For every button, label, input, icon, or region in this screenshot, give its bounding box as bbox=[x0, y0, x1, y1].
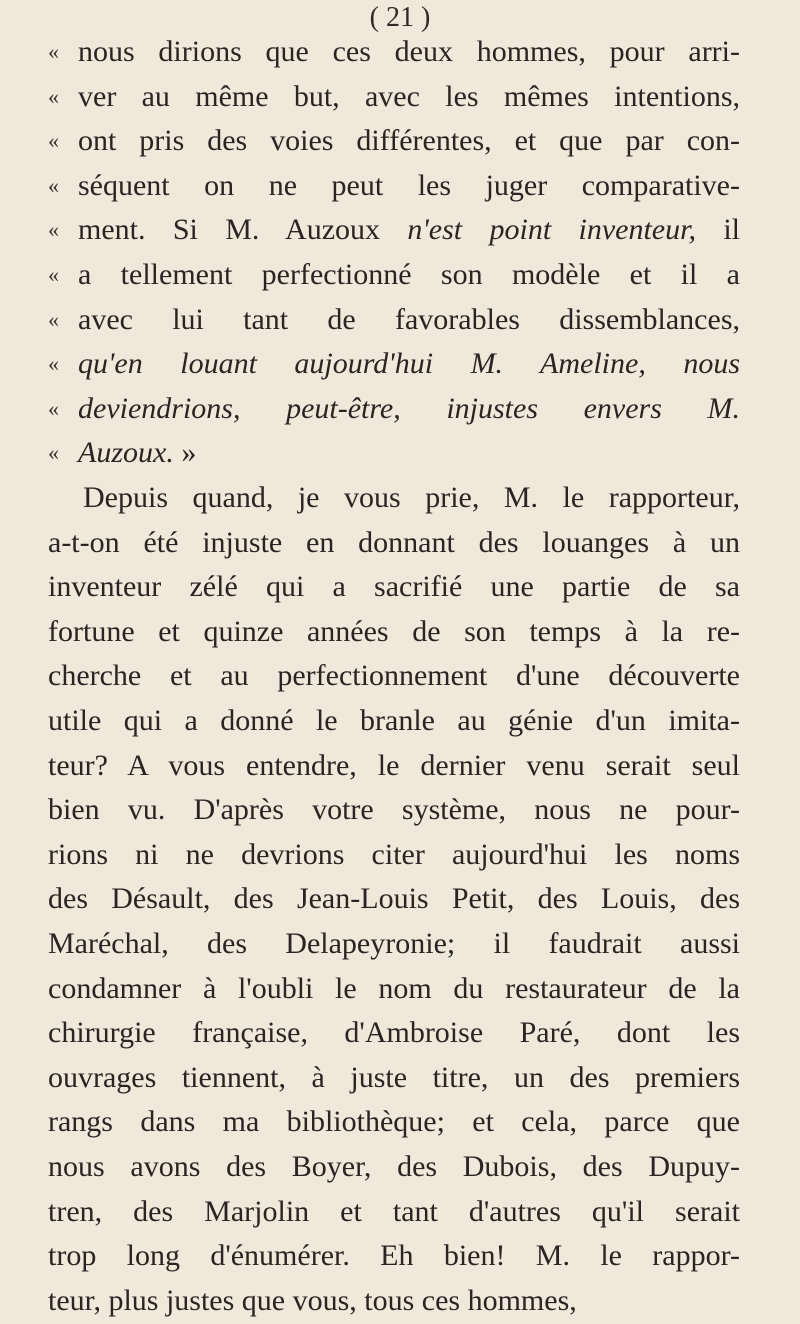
quoted-line bbox=[0, 342, 800, 386]
line-text bbox=[78, 387, 740, 431]
line-text bbox=[83, 476, 740, 520]
quote-mark: « bbox=[48, 395, 59, 421]
page-number: ( 21 ) bbox=[369, 2, 431, 33]
line-text bbox=[48, 788, 740, 832]
text-line bbox=[0, 967, 800, 1011]
line-text bbox=[78, 119, 740, 163]
text-line bbox=[0, 699, 800, 743]
text-run: ouvrages tiennent, à juste titre, un des premiers bbox=[48, 1060, 740, 1094]
text-run: trop long d'énumérer. Eh bien! M. le rappor- bbox=[48, 1239, 740, 1273]
line-text bbox=[48, 610, 740, 654]
text-run: a-t-on été injuste en donnant des louanges à un bbox=[48, 525, 740, 559]
text-run: ont pris des voies différentes, et que par con- bbox=[78, 124, 740, 158]
text-run: teur, plus justes que vous, tous ces hommes, bbox=[48, 1283, 577, 1317]
text-run: ment. Si M. Auzoux bbox=[78, 213, 408, 247]
quote-mark: « bbox=[48, 217, 59, 243]
quoted-line bbox=[0, 164, 800, 208]
italic-text: n'est point inventeur, bbox=[407, 213, 696, 247]
quoted-line bbox=[0, 387, 800, 431]
quote-mark: « bbox=[48, 39, 59, 64]
line-text bbox=[78, 253, 740, 297]
line-text bbox=[78, 164, 740, 208]
text-line bbox=[0, 1190, 800, 1234]
text-line bbox=[0, 1145, 800, 1189]
line-text bbox=[78, 208, 740, 252]
text-run: il bbox=[695, 213, 740, 247]
quoted-line bbox=[0, 208, 800, 252]
quote-mark: « bbox=[48, 262, 59, 287]
line-text bbox=[48, 654, 740, 698]
line-text bbox=[48, 877, 740, 921]
line-text bbox=[48, 1011, 740, 1055]
text-run: Depuis quand, je vous prie, M. le rapporteur, bbox=[83, 481, 740, 514]
text-line bbox=[0, 610, 800, 654]
line-text bbox=[48, 699, 740, 743]
text-run: condamner à l'oubli le nom du restaurateur de la bbox=[48, 971, 740, 1005]
text-run: ver au même but, avec les mêmes intentions, bbox=[78, 79, 740, 113]
text-line bbox=[0, 788, 800, 832]
text-run: Maréchal, des Delapeyronie; il faudrait aussi bbox=[48, 927, 740, 960]
text-run: cherche et au perfectionnement d'une découverte bbox=[48, 659, 740, 693]
line-text bbox=[78, 298, 740, 342]
line-text bbox=[78, 30, 740, 74]
text-line bbox=[0, 1234, 800, 1278]
text-run: nous dirions que ces deux hommes, pour arri- bbox=[78, 35, 740, 68]
line-text bbox=[48, 1234, 740, 1278]
text-line bbox=[0, 1056, 800, 1100]
text-line bbox=[0, 922, 800, 966]
text-run: tren, des Marjolin et tant d'autres qu'il serait bbox=[48, 1194, 740, 1228]
text-line bbox=[0, 1279, 800, 1323]
line-text bbox=[48, 744, 740, 788]
text-line bbox=[0, 565, 800, 609]
line-text bbox=[48, 1145, 740, 1189]
line-text bbox=[48, 967, 740, 1011]
text-run: avec lui tant de favorables dissemblances, bbox=[78, 302, 740, 336]
line-text bbox=[48, 1056, 740, 1100]
line-text bbox=[78, 431, 740, 475]
text-run: des Désault, des Jean-Louis Petit, des Louis, des bbox=[48, 882, 740, 916]
italic-text: Auzoux. bbox=[78, 436, 174, 470]
quote-mark: « bbox=[48, 351, 59, 377]
text-run: rions ni ne devrions citer aujourd'hui les noms bbox=[48, 837, 740, 871]
line-text bbox=[48, 521, 740, 565]
text-line bbox=[0, 833, 800, 877]
italic-text: deviendrions, peut-être, injustes envers M. bbox=[78, 391, 740, 425]
text-run: fortune et quinze années de son temps à la re- bbox=[48, 614, 740, 648]
line-text bbox=[48, 565, 740, 609]
text-line bbox=[0, 654, 800, 698]
text-run: chirurgie française, d'Ambroise Paré, dont les bbox=[48, 1016, 740, 1050]
quote-mark: « bbox=[48, 440, 59, 466]
text-line bbox=[0, 1100, 800, 1144]
line-text bbox=[48, 1190, 740, 1234]
quoted-line bbox=[0, 431, 800, 475]
text-run: utile qui a donné le branle au génie d'un imita- bbox=[48, 704, 740, 737]
text-run: inventeur zélé qui a sacrifié une partie de sa bbox=[48, 570, 740, 604]
text-line bbox=[0, 744, 800, 788]
text-line bbox=[0, 877, 800, 921]
quote-mark: « bbox=[48, 128, 59, 154]
line-text bbox=[48, 1279, 740, 1323]
text-line bbox=[0, 521, 800, 565]
text-line bbox=[0, 476, 800, 520]
text-run: nous avons des Boyer, des Dubois, des Dupuy- bbox=[48, 1150, 740, 1183]
text-run: teur? A vous entendre, le dernier venu serait seul bbox=[48, 748, 740, 782]
text-line bbox=[0, 1011, 800, 1055]
italic-text: qu'en louant aujourd'hui M. Ameline, nous bbox=[78, 347, 740, 381]
line-text bbox=[48, 1100, 740, 1144]
line-text bbox=[48, 833, 740, 877]
quote-mark: « bbox=[48, 172, 59, 198]
quoted-line bbox=[0, 253, 800, 297]
text-run: rangs dans ma bibliothèque; et cela, parce que bbox=[48, 1105, 740, 1139]
quote-mark: « bbox=[48, 306, 59, 332]
text-run: séquent on ne peut les juger comparative- bbox=[78, 168, 740, 202]
quoted-line bbox=[0, 119, 800, 163]
line-text bbox=[78, 75, 740, 119]
text-run: bien vu. D'après votre système, nous ne pour- bbox=[48, 793, 740, 827]
line-text bbox=[48, 922, 740, 966]
quote-mark: « bbox=[48, 83, 59, 109]
text-run: » bbox=[173, 436, 197, 470]
quoted-line bbox=[0, 30, 800, 74]
quoted-line bbox=[0, 298, 800, 342]
line-text bbox=[78, 342, 740, 386]
text-run: a tellement perfectionné son modèle et il a bbox=[78, 258, 740, 291]
quoted-line bbox=[0, 75, 800, 119]
